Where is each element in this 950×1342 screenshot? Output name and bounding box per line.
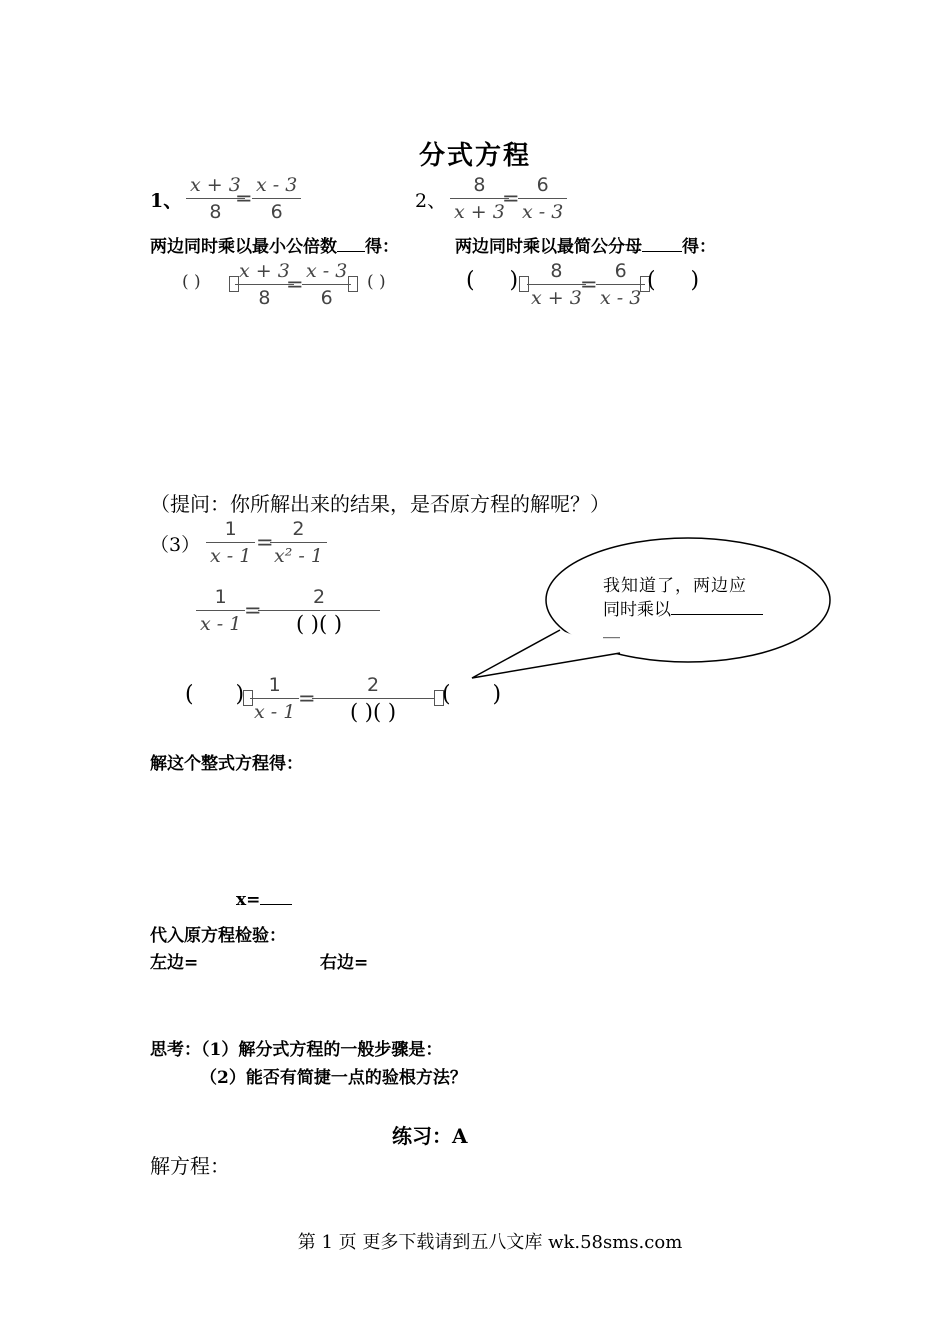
q3-label: （3） bbox=[150, 534, 201, 556]
equals-sign: = bbox=[256, 530, 274, 554]
multiply-box bbox=[348, 276, 358, 292]
q3-right-paren: ( ) bbox=[442, 682, 502, 707]
practice-title: 练习：A bbox=[392, 1124, 468, 1148]
q3-step-lhs-den: x - 1 bbox=[196, 610, 245, 637]
q3-mult-lhs bbox=[250, 672, 299, 725]
page-title: 分式方程 bbox=[418, 141, 531, 171]
q2-rhs-num: 6 bbox=[536, 174, 549, 196]
q2-lhs-den: x + 3 bbox=[450, 198, 509, 225]
q3-lhs-num: 1 bbox=[224, 518, 237, 540]
think-question-2: （2）能否有简捷一点的验根方法？ bbox=[200, 1068, 467, 1088]
q3-rhs-den: x² - 1 bbox=[270, 542, 327, 569]
verify-label: 代入原方程检验： bbox=[150, 926, 286, 946]
q1-instruction bbox=[150, 232, 399, 257]
q2-mult-lhs bbox=[527, 258, 586, 311]
q1-right-paren: ( ) bbox=[367, 272, 386, 292]
q3-mult-lhs-den: x - 1 bbox=[250, 698, 299, 725]
q1-rhs-num: x - 3 bbox=[256, 174, 298, 196]
solve-equation-label: 解方程： bbox=[150, 1154, 230, 1178]
q1-rhs-fraction bbox=[252, 172, 301, 225]
q2-instruction-end: 得： bbox=[682, 237, 716, 257]
q1-mult-rhs bbox=[302, 258, 351, 311]
page-footer: 第 1 页 更多下载请到五八文库 wk.58sms.com bbox=[297, 1232, 683, 1253]
q3-lhs-den: x - 1 bbox=[206, 542, 255, 569]
bubble-line3: __ bbox=[603, 619, 620, 639]
q1-left-paren: ( ) bbox=[182, 272, 201, 292]
bubble-line1: 我知道了，两边应 bbox=[603, 576, 747, 596]
q1-rhs-den: 6 bbox=[252, 198, 301, 225]
q3-mult-rhs bbox=[312, 672, 434, 725]
q3-step-lhs bbox=[196, 584, 245, 637]
equals-sign: = bbox=[235, 186, 253, 210]
bubble-blank[interactable] bbox=[671, 614, 763, 615]
q2-mult-rhs bbox=[596, 258, 645, 311]
speech-bubble bbox=[460, 535, 840, 715]
left-side-label: 左边= bbox=[150, 953, 199, 973]
q3-step-rhs bbox=[258, 584, 380, 637]
q2-rhs-fraction bbox=[518, 172, 567, 225]
equals-sign: = bbox=[502, 186, 520, 210]
q3-step-rhs-num: 2 bbox=[312, 586, 326, 608]
q3-step-lhs-num: 1 bbox=[214, 586, 227, 608]
x-answer bbox=[236, 890, 292, 910]
q3-mult-rhs-num: 2 bbox=[366, 674, 380, 696]
q1-lhs-den: 8 bbox=[186, 198, 245, 225]
q2-mult-lhs-num: 8 bbox=[550, 260, 563, 282]
q2-lhs-fraction bbox=[450, 172, 509, 225]
q3-rhs-num: 2 bbox=[292, 518, 305, 540]
x-blank[interactable] bbox=[260, 904, 292, 905]
q1-instruction-end: 得： bbox=[365, 237, 399, 257]
solve-label: 解这个整式方程得： bbox=[150, 754, 303, 774]
equals-sign: = bbox=[244, 598, 262, 622]
q2-lhs-num: 8 bbox=[473, 174, 486, 196]
q1-mult-rhs-num: x - 3 bbox=[306, 260, 348, 282]
equals-sign: = bbox=[580, 272, 598, 296]
q3-mult-lhs-num: 1 bbox=[268, 674, 281, 696]
q1-mult-rhs-den: 6 bbox=[302, 284, 351, 311]
q3-left-paren: ( ) bbox=[185, 682, 245, 707]
q3-rhs-fraction bbox=[270, 516, 327, 569]
q2-mult-rhs-num: 6 bbox=[614, 260, 627, 282]
q2-label: 2、 bbox=[415, 190, 447, 212]
q1-mult-lhs-den: 8 bbox=[235, 284, 294, 311]
q1-label: 1、 bbox=[150, 190, 183, 212]
q3-lhs-fraction bbox=[206, 516, 255, 569]
right-side-label: 右边= bbox=[320, 953, 369, 973]
q2-mult-rhs-den: x - 3 bbox=[596, 284, 645, 311]
q2-right-paren: ( ) bbox=[647, 268, 700, 293]
think-question-1: 思考：（1）解分式方程的一般步骤是： bbox=[150, 1040, 443, 1060]
equals-sign: = bbox=[298, 686, 316, 710]
x-label: x= bbox=[236, 890, 261, 910]
q1-mult-lhs-num: x + 3 bbox=[239, 260, 290, 282]
q2-blank[interactable] bbox=[642, 251, 682, 252]
bubble-line2 bbox=[603, 595, 763, 620]
q2-mult-lhs-den: x + 3 bbox=[527, 284, 586, 311]
q1-lhs-num: x + 3 bbox=[190, 174, 241, 196]
q3-step-rhs-den: ( )( ) bbox=[258, 610, 380, 637]
q2-instruction bbox=[455, 232, 716, 257]
q2-instruction-text: 两边同时乘以最简公分母 bbox=[455, 237, 642, 257]
equals-sign: = bbox=[286, 272, 304, 296]
q1-instruction-text: 两边同时乘以最小公倍数 bbox=[150, 237, 337, 257]
q1-mult-lhs bbox=[235, 258, 294, 311]
bubble-line2-text: 同时乘以 bbox=[603, 600, 671, 620]
q2-left-paren: ( ) bbox=[466, 268, 519, 293]
question-prompt: （提问：你所解出来的结果，是否原方程的解呢？） bbox=[150, 492, 610, 516]
q3-mult-rhs-den: ( )( ) bbox=[312, 698, 434, 725]
q2-rhs-den: x - 3 bbox=[518, 198, 567, 225]
q1-blank[interactable] bbox=[337, 251, 365, 252]
